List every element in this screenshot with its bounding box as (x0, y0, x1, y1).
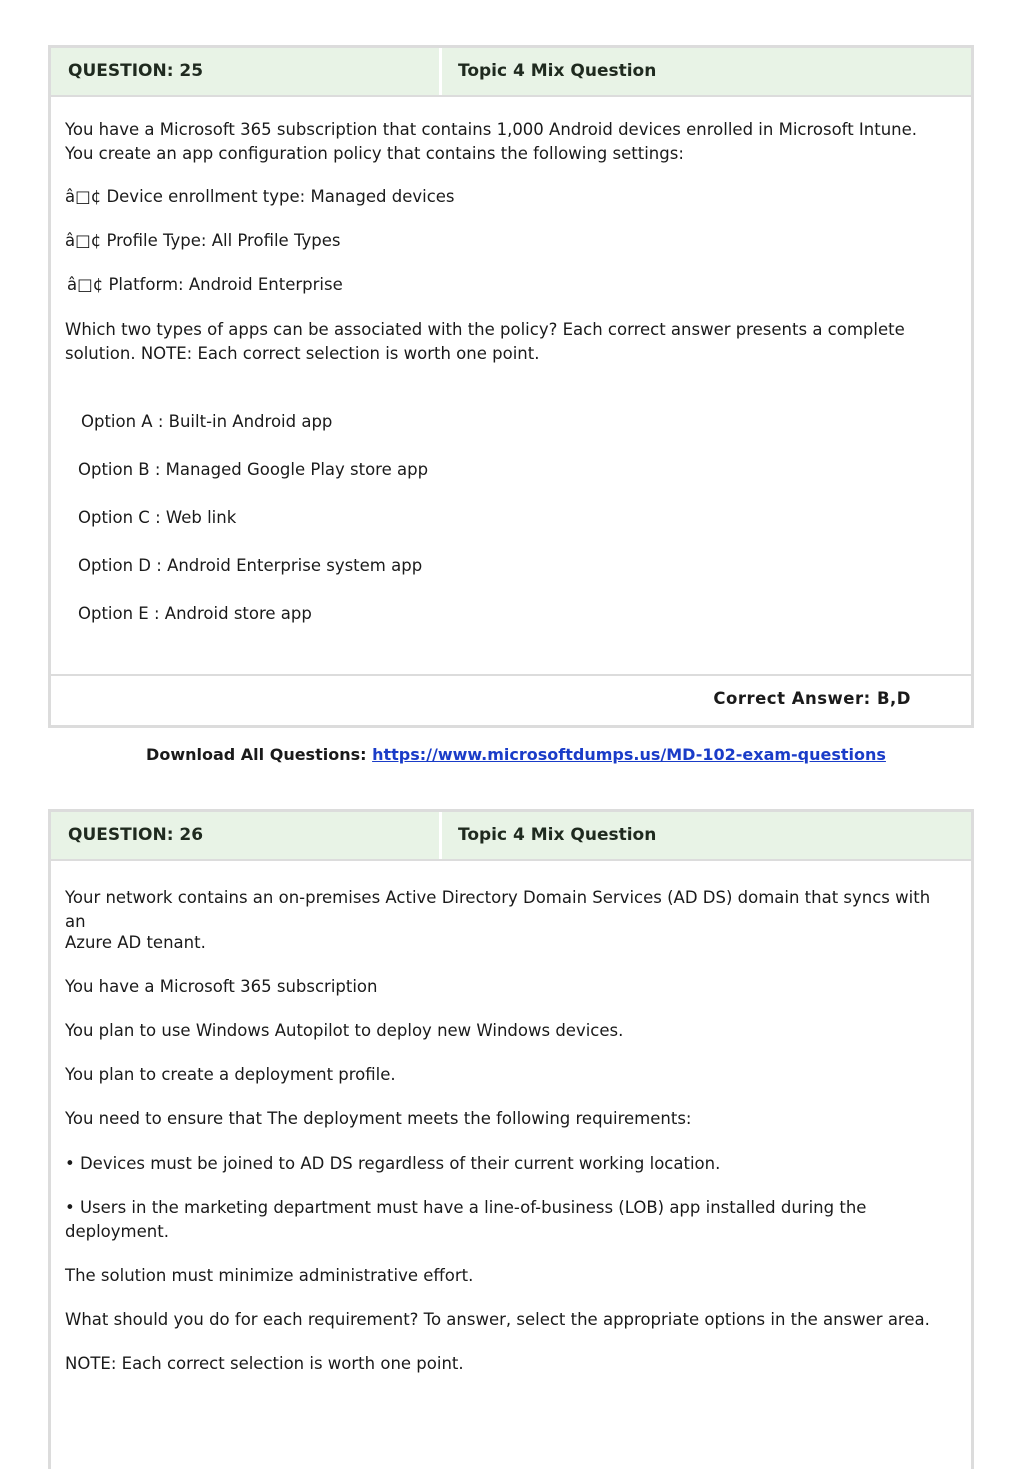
download-line (0, 745, 1024, 764)
download-label: Download All Questions: (146, 745, 367, 764)
question-header (51, 812, 971, 861)
question-paragraph: You have a Microsoft 365 subscription (65, 977, 378, 996)
question-paragraph: You plan to create a deployment profile. (65, 1065, 396, 1084)
option-a[interactable]: Option A : Built-in Android app (81, 412, 333, 431)
question-prompt: Which two types of apps can be associated with the policy? Each correct answer presents a complete solution. NOTE: Each correct selection is worth one point. (65, 320, 905, 363)
question-paragraph: What should you do for each requirement? To answer, select the appropriate options in the answer area. (65, 1310, 930, 1329)
question-paragraph: The solution must minimize administrative effort. (65, 1266, 474, 1285)
question-topic: Topic 4 Mix Question (458, 61, 657, 81)
requirement-item: • Devices must be joined to AD DS regardless of their current working location. (65, 1154, 721, 1173)
question-card-25 (48, 45, 974, 728)
correct-answer: Correct Answer: B,D (713, 689, 911, 708)
question-intro: You have a Microsoft 365 subscription that contains 1,000 Android devices enrolled in Microsoft Intune. You create an app configuration policy that contains the following settings: (65, 120, 918, 163)
setting-item: â□¢ Device enrollment type: Managed devices (65, 187, 455, 206)
question-number: QUESTION: 26 (51, 812, 442, 859)
question-number: QUESTION: 25 (51, 48, 442, 95)
option-c[interactable]: Option C : Web link (78, 508, 237, 527)
answer-row (51, 674, 971, 727)
question-note: NOTE: Each correct selection is worth one point. (65, 1354, 464, 1373)
setting-item: â□¢ Platform: Android Enterprise (67, 275, 343, 294)
question-header (51, 48, 971, 97)
question-paragraph: Azure AD tenant. (65, 933, 206, 952)
question-paragraph: You need to ensure that The deployment meets the following requirements: (65, 1109, 692, 1128)
requirement-item: • Users in the marketing department must have a line-of-business (LOB) app installed during the deployment. (65, 1198, 867, 1241)
question-card-26 (48, 809, 974, 1469)
download-link[interactable]: https://www.microsoftdumps.us/MD-102-exam-questions (372, 745, 886, 764)
question-paragraph: Your network contains an on-premises Active Directory Domain Services (AD DS) domain that syncs with an (65, 888, 931, 931)
setting-item: â□¢ Profile Type: All Profile Types (65, 231, 341, 250)
option-b[interactable]: Option B : Managed Google Play store app (78, 460, 429, 479)
option-e[interactable]: Option E : Android store app (78, 604, 312, 623)
question-paragraph: You plan to use Windows Autopilot to deploy new Windows devices. (65, 1021, 624, 1040)
question-topic: Topic 4 Mix Question (458, 825, 657, 845)
option-d[interactable]: Option D : Android Enterprise system app (78, 556, 423, 575)
